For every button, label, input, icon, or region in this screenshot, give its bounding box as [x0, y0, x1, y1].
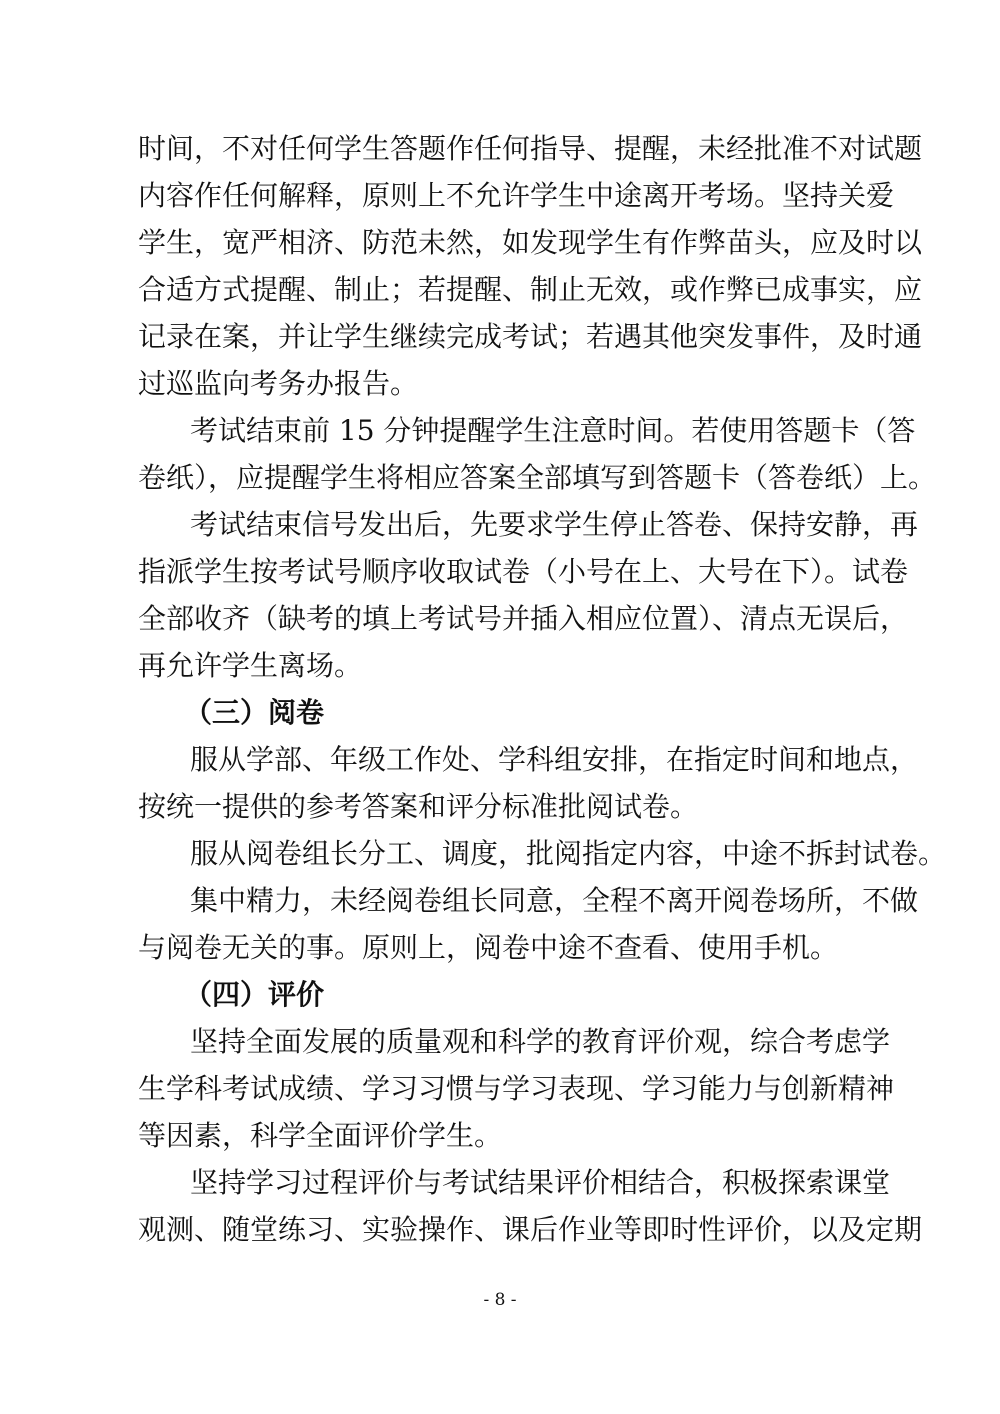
paragraph-1-line-6: 过巡监向考务办报告。	[138, 367, 419, 400]
paragraph-1-line-1: 时间，不对任何学生答题作任何指导、提醒，未经批准不对试题	[138, 132, 923, 165]
paragraph-4-line-2: 按统一提供的参考答案和评分标准批阅试卷。	[138, 790, 699, 823]
paragraph-8-line-2: 观测、随堂练习、实验操作、课后作业等即时性评价，以及定期	[138, 1213, 923, 1246]
paragraph-3-line-3: 全部收齐（缺考的填上考试号并插入相应位置）、清点无误后，	[138, 602, 909, 635]
section-heading-grading: （三）阅卷	[184, 696, 325, 729]
paragraph-3-line-4: 再允许学生离场。	[138, 649, 363, 682]
paragraph-6-line-2: 与阅卷无关的事。原则上，阅卷中途不查看、使用手机。	[138, 931, 839, 964]
paragraph-1-line-4: 合适方式提醒、制止；若提醒、制止无效，或作弊已成事实，应	[138, 273, 923, 306]
paragraph-2-line-1: 考试结束前 15 分钟提醒学生注意时间。若使用答题卡（答	[190, 414, 916, 447]
paragraph-4-line-1: 服从学部、年级工作处、学科组安排，在指定时间和地点，	[190, 743, 919, 776]
page-number: - 8 -	[483, 1290, 517, 1310]
paragraph-3-line-1: 考试结束信号发出后，先要求学生停止答卷、保持安静，再	[190, 508, 919, 541]
paragraph-6-line-1: 集中精力，未经阅卷组长同意，全程不离开阅卷场所，不做	[190, 884, 919, 917]
paragraph-5-line-1: 服从阅卷组长分工、调度，批阅指定内容，中途不拆封试卷。	[190, 837, 947, 870]
paragraph-1-line-3: 学生，宽严相济、防范未然，如发现学生有作弊苗头，应及时以	[138, 226, 923, 259]
paragraph-7-line-1: 坚持全面发展的质量观和科学的教育评价观，综合考虑学	[190, 1025, 891, 1058]
paragraph-3-line-2: 指派学生按考试号顺序收取试卷（小号在上、大号在下）。试卷	[138, 555, 909, 588]
paragraph-8-line-1: 坚持学习过程评价与考试结果评价相结合，积极探索课堂	[190, 1166, 891, 1199]
paragraph-7-line-3: 等因素，科学全面评价学生。	[138, 1119, 503, 1152]
paragraph-1-line-2: 内容作任何解释，原则上不允许学生中途离开考场。坚持关爱	[138, 179, 895, 212]
paragraph-1-line-5: 记录在案，并让学生继续完成考试；若遇其他突发事件，及时通	[138, 320, 923, 353]
paragraph-2-line-2: 卷纸），应提醒学生将相应答案全部填写到答题卡（答卷纸）上。	[138, 461, 937, 494]
paragraph-7-line-2: 生学科考试成绩、学习习惯与学习表现、学习能力与创新精神	[138, 1072, 895, 1105]
section-heading-evaluation: （四）评价	[184, 978, 325, 1011]
